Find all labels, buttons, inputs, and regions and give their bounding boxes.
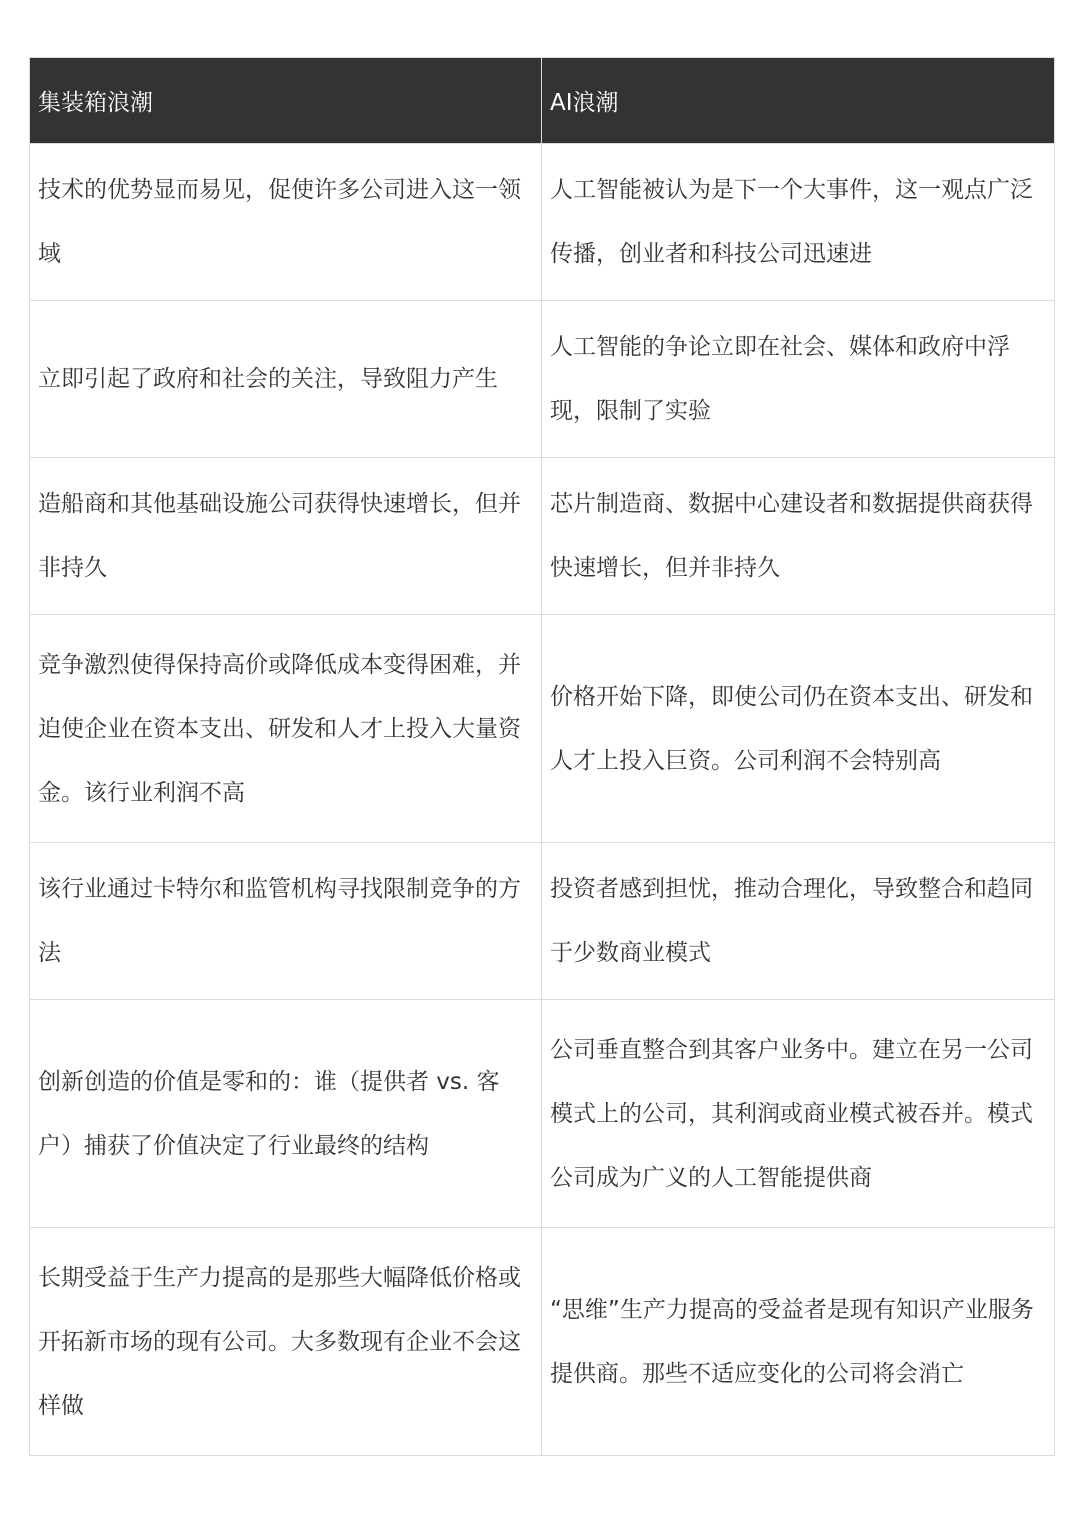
- cell-container-wave: 长期受益于生产力提高的是那些大幅降低价格或开拓新市场的现有公司。大多数现有企业不会这样做: [30, 1228, 542, 1456]
- cell-ai-wave: 公司垂直整合到其客户业务中。建立在另一公司模式上的公司，其利润或商业模式被吞并。模式公司成为广义的人工智能提供商: [542, 1000, 1055, 1228]
- cell-ai-wave: “思维”生产力提高的受益者是现有知识产业服务提供商。那些不适应变化的公司将会消亡: [542, 1228, 1055, 1456]
- header-ai-wave: AI浪潮: [542, 58, 1055, 144]
- cell-container-wave: 造船商和其他基础设施公司获得快速增长，但并非持久: [30, 458, 542, 615]
- cell-ai-wave: 投资者感到担忧，推动合理化，导致整合和趋同于少数商业模式: [542, 843, 1055, 1000]
- header-container-wave: 集装箱浪潮: [30, 58, 542, 144]
- table-row: [30, 843, 1055, 1000]
- table-row: [30, 615, 1055, 843]
- cell-container-wave: 技术的优势显而易见，促使许多公司进入这一领域: [30, 144, 542, 301]
- table-row: [30, 1000, 1055, 1228]
- table-row: [30, 1228, 1055, 1456]
- cell-container-wave: 该行业通过卡特尔和监管机构寻找限制竞争的方法: [30, 843, 542, 1000]
- table-row: [30, 144, 1055, 301]
- cell-container-wave: 立即引起了政府和社会的关注，导致阻力产生: [30, 301, 542, 458]
- cell-ai-wave: 芯片制造商、数据中心建设者和数据提供商获得快速增长，但并非持久: [542, 458, 1055, 615]
- cell-ai-wave: 人工智能被认为是下一个大事件，这一观点广泛传播，创业者和科技公司迅速进: [542, 144, 1055, 301]
- comparison-table: [29, 57, 1055, 1456]
- cell-ai-wave: 价格开始下降，即使公司仍在资本支出、研发和人才上投入巨资。公司利润不会特别高: [542, 615, 1055, 843]
- cell-container-wave: 竞争激烈使得保持高价或降低成本变得困难，并迫使企业在资本支出、研发和人才上投入大量资金。该行业利润不高: [30, 615, 542, 843]
- table-row: [30, 458, 1055, 615]
- cell-container-wave: 创新创造的价值是零和的：谁（提供者 vs. 客户）捕获了价值决定了行业最终的结构: [30, 1000, 542, 1228]
- comparison-table-container: [29, 57, 1054, 1456]
- table-header-row: [30, 58, 1055, 144]
- table-row: [30, 301, 1055, 458]
- cell-ai-wave: 人工智能的争论立即在社会、媒体和政府中浮现，限制了实验: [542, 301, 1055, 458]
